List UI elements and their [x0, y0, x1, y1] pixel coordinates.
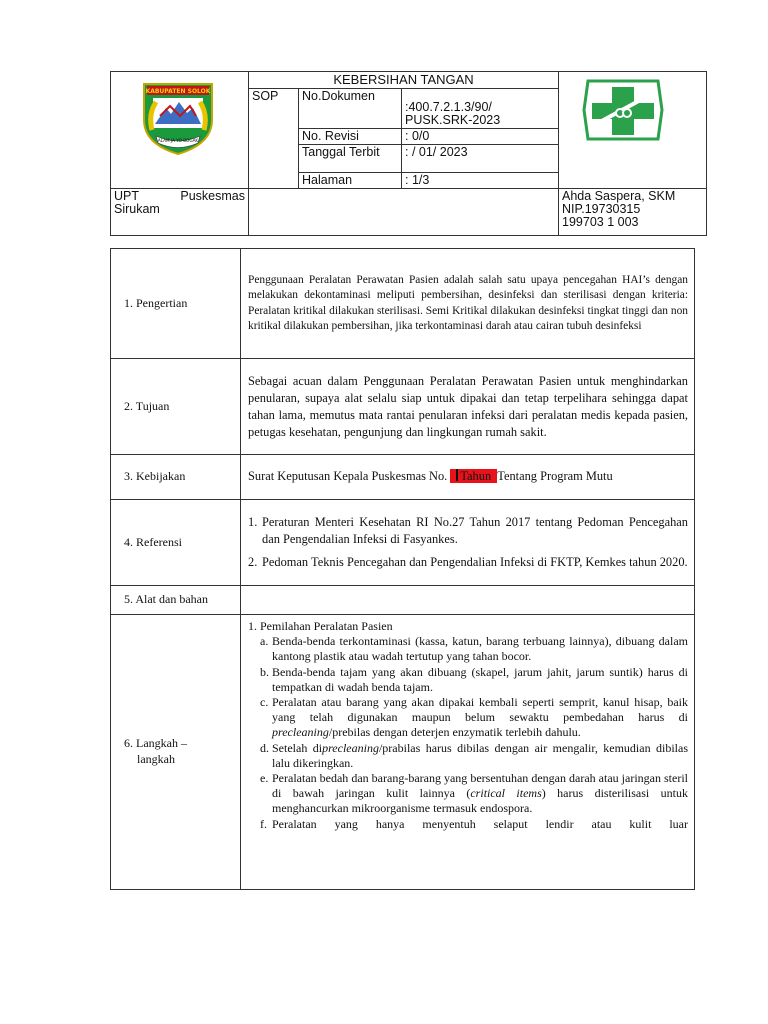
- sop-label: SOP: [249, 89, 299, 189]
- document-title: KEBERSIHAN TANGAN: [249, 72, 559, 89]
- table-row: [111, 455, 695, 500]
- table-row: [111, 586, 695, 615]
- kebijakan-text-after: Tentang Program Mutu: [497, 469, 613, 484]
- section-list-referensi: [241, 500, 695, 586]
- sop-body: [110, 248, 695, 890]
- field-label-tanggal-terbit: Tanggal Terbit: [299, 145, 402, 173]
- list-item: 1. Peraturan Menteri Kesehatan RI No.27 Tahun 2017 tentang Pedoman Pencegahan dan Pengendalian Infeksi di Fasyankes.: [248, 515, 688, 546]
- blank-signature-area: [249, 189, 559, 236]
- kabupaten-solok-emblem-icon: [138, 80, 218, 156]
- left-logo-cell: [111, 72, 249, 189]
- document-header: [110, 71, 707, 236]
- steps-heading: 1. Pemilahan Peralatan Pasien: [248, 619, 393, 633]
- svg-text:KABUPATEN SOLOK: KABUPATEN SOLOK: [145, 88, 211, 95]
- section-label-tujuan: 2. Tujuan: [111, 359, 241, 455]
- section-steps-langkah: [241, 615, 695, 890]
- table-row: [111, 359, 695, 455]
- table-row: [111, 249, 695, 359]
- section-text-kebijakan: [241, 455, 695, 500]
- field-value-halaman: : 1/3: [402, 173, 559, 189]
- field-value-no-dokumen: :400.7.2.1.3/90/ PUSK.SRK-2023: [402, 89, 559, 129]
- section-text-tujuan: Sebagai acuan dalam Penggunaan Peralatan Perawatan Pasien untuk menghindarkan penularan, supaya alat selalu siap untuk dipakai dan tetap terpelihara sehingga dapat tahan lama, memutus mata rantai penularan infeksi dari peralatan medis kepada pasien, petugas kesehatan, pengunjung dan lingkungan rumah sakit.: [241, 359, 695, 455]
- field-value-no-revisi: : 0/0: [402, 129, 559, 145]
- section-text-pengertian: Penggunaan Peralatan Perawatan Pasien adalah salah satu upaya pencegahan HAI’s dengan melakukan dekontaminasi meliputi pembersihan, desinfeksi dan sterilisasi dengan kriteria: Peralatan kritikal dilakukan sterilisasi. Semi Kritikal dilakukan desinfeksi tingkat tinggi dan non kritikal dilakukan pembersihan, jika terkontaminasi darah atau cairan tubuh desinfeksi: [241, 249, 695, 359]
- list-item: d. Setelah diprecleaning/prabilas harus dibilas dengan air mengalir, kemudian dibilas lalu dikeringkan.: [260, 740, 688, 770]
- signatory-nip-line-2: 199703 1 003: [562, 215, 639, 229]
- list-item: c. Peralatan atau barang yang akan dipakai kembali seperti semprit, kanul hisap, baik yang telah digunakan maupun belum sewaktu pembedahan harus di precleaning/prebilas dengan deterjen enzymatik terlebih dahulu.: [260, 695, 688, 740]
- list-item: a. Benda-benda terkontaminasi (kassa, katun, barang terbuang lainnya), dibuang dalam kantong plastik atau wadah tertutup yang tahan bocor.: [260, 634, 688, 664]
- list-item: 2. Pedoman Teknis Pencegahan dan Pengendalian Infeksi di FKTP, Kemkes tahun 2020.: [248, 555, 688, 569]
- field-value-tanggal-terbit: : / 01/ 2023: [402, 145, 559, 173]
- kebijakan-text-before: Surat Keputusan Kepala Puskesmas No.: [248, 469, 451, 484]
- section-label-referensi: 4. Referensi: [111, 500, 241, 586]
- signatory-name: Ahda Saspera, SKM: [562, 189, 676, 203]
- table-row: [111, 615, 695, 890]
- puskesmas-logo-icon: [582, 79, 664, 141]
- section-label-kebijakan: 3. Kebijakan: [111, 455, 241, 500]
- signatory-nip-line-1: NIP.19730315: [562, 202, 641, 216]
- section-label-alat-dan-bahan: 5. Alat dan bahan: [111, 586, 241, 615]
- field-label-no-revisi: No. Revisi: [299, 129, 402, 145]
- list-item: e. Peralatan bedah dan barang-barang yang bersentuhan dengan darah atau jaringan steril di bawah jaringan kulit lainnya (critical items) harus disterilisasi untuk menghancurkan mikroorganisme termasuk endospora.: [260, 771, 688, 816]
- right-logo-cell: [559, 72, 707, 189]
- section-label-langkah: 6. Langkah – langkah: [111, 615, 241, 890]
- list-item: b. Benda-benda tajam yang akan dibuang (skapel, jarum jahit, jarum suntik) harus di tempatkan di wadah benda tajam.: [260, 664, 688, 694]
- svg-text:ALAM JA YO BOGAK: ALAM JA YO BOGAK: [157, 138, 199, 143]
- section-text-alat-dan-bahan: [241, 586, 695, 615]
- field-label-halaman: Halaman: [299, 173, 402, 189]
- field-label-no-dokumen: No.Dokumen: [299, 89, 402, 129]
- unit-name: UPT Puskesmas Sirukam: [111, 189, 249, 236]
- highlighted-placeholder: Tahun: [450, 469, 497, 483]
- table-row: [111, 500, 695, 586]
- list-item: f. Peralatan yang hanya menyentuh selaput lendir atau kulit luar: [260, 816, 688, 831]
- section-label-pengertian: 1. Pengertian: [111, 249, 241, 359]
- signatory: [559, 189, 707, 236]
